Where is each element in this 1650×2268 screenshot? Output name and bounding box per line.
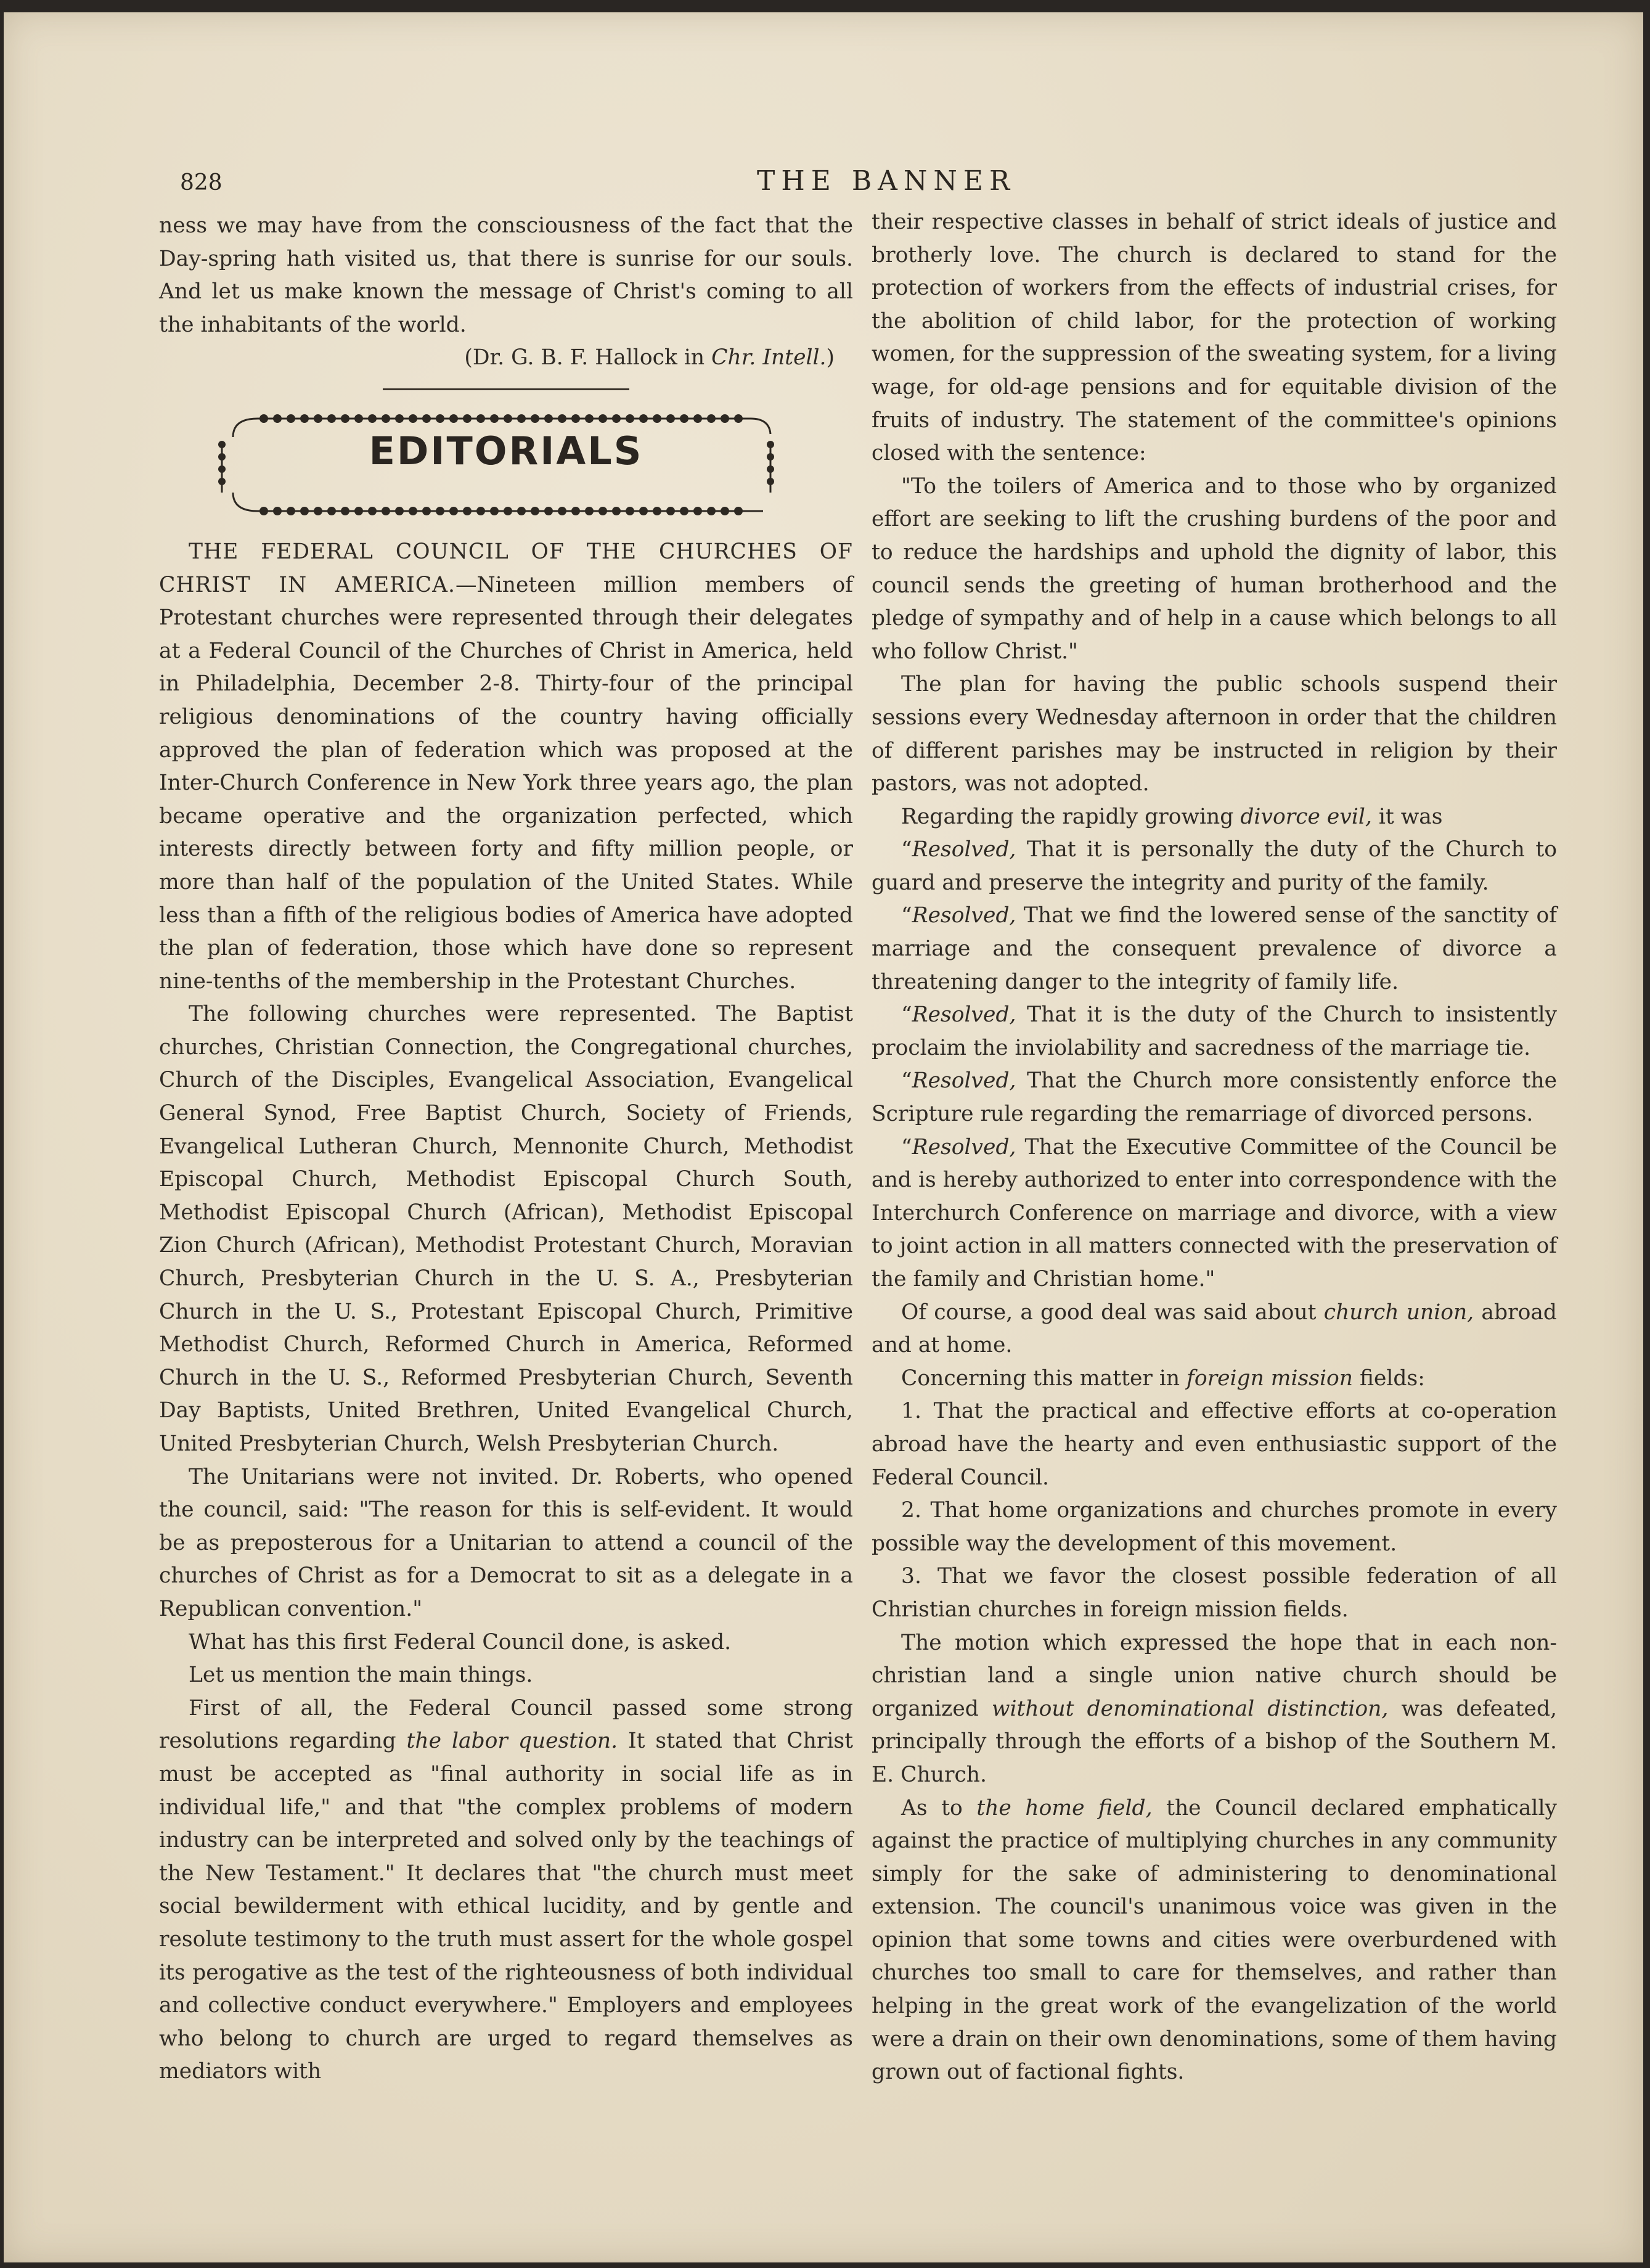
resolution-3: “Resolved, That it is the duty of the Church to insistently proclaim the inviolability and sacredness of the marriage tie. xyxy=(872,1002,1557,1060)
intro-paragraph: ness we may have from the consciousness of the fact that the Day-spring hath visited us, that there is sunrise for our souls. And let us make known the message of Christ's coming to all the inhabitants of the world. xyxy=(159,213,853,337)
article-paragraph-8: The plan for having the public schools suspend their sessions every Wednesday afternoon in order that the children of different parishes may be instructed in religion by their pastors, was not adopted. xyxy=(872,672,1557,796)
resolution-1: “Resolved, That it is personally the duty of the Church to guard and preserve the integrity and purity of the family. xyxy=(872,837,1557,895)
running-title: THE BANNER xyxy=(757,165,1016,197)
article-heading: THE FEDERAL COUNCIL OF THE CHURCHES OF CHRIST IN AMERICA. xyxy=(159,539,853,597)
left-column xyxy=(159,210,853,2089)
article-paragraph-4: What has this first Federal Council done, is asked. xyxy=(189,1629,732,1655)
page-number: 828 xyxy=(180,170,223,195)
page-header xyxy=(4,165,1643,202)
attribution: (Dr. G. B. F. Hallock in Chr. Intell.) xyxy=(464,345,835,370)
attribution-source: Chr. Intell. xyxy=(711,345,827,370)
resolution-5: “Resolved, That the Executive Committee of the Council be and is hereby authorized to enter into correspondence with the Interchurch Conference on marriage and divorce, with a view to joint action in all matters connected with the preservation of the family and Christian home." xyxy=(872,1134,1557,1292)
article-paragraph-9: Regarding the rapidly growing divorce evil, it was xyxy=(901,804,1443,829)
list-item: 3. That we favor the closest possible federation of all Christian churches in foreign mission fields. xyxy=(872,1564,1557,1622)
resolution-4: “Resolved, That the Church more consistently enforce the Scripture rule regarding the remarriage of divorced persons. xyxy=(872,1068,1557,1127)
list-item: 1. That the practical and effective efforts at co-operation abroad have the hearty and even enthusiastic support of the Federal Council. xyxy=(872,1399,1557,1490)
article-paragraph-1: THE FEDERAL COUNCIL OF THE CHURCHES OF CHRIST IN AMERICA.—Nineteen million members of Protestant churches were represented through their delegates at a Federal Council of the Churches of Christ in America, held in Philadelphia, December 2-8. Thirty-four of the principal religious denominations of the country having officially approved the plan of federation which was proposed at the Inter-Church Conference in New York three years ago, the plan became operative and the organization perfected, which interests directly between forty and fifty million people, or more than half of the population of the United States. While less than a fifth of the religious bodies of America have adopted the plan of federation, those which have done so represent nine-tenths of the membership in the Protestant Churches. xyxy=(159,539,853,994)
article-paragraph-5: Let us mention the main things. xyxy=(189,1663,533,1688)
article-paragraph-11: Concerning this matter in foreign mission fields: xyxy=(901,1365,1425,1391)
section-title: EDITORIALS xyxy=(369,428,643,473)
article-paragraph-3: The Unitarians were not invited. Dr. Roberts, who opened the council, said: "The reason for this is self-evident. It would be as preposterous for a Unitarian to attend a council of the churches of Christ as for a Democrat to sit as a delegate in a Republican convention." xyxy=(159,1464,853,1621)
newspaper-page xyxy=(4,12,1643,2262)
separator-rule xyxy=(383,388,629,390)
editorials-banner xyxy=(159,406,853,523)
resolution-2: “Resolved, That we find the lowered sense of the sanctity of marriage and the consequent prevalence of divorce a threatening danger to the integrity of family life. xyxy=(872,903,1557,994)
list-item: 2. That home organizations and churches promote in every possible way the development of this movement. xyxy=(872,1498,1557,1556)
article-paragraph-10: Of course, a good deal was said about church union, abroad and at home. xyxy=(872,1300,1558,1358)
article-paragraph-13: As to the home field, the Council declared emphatically against the practice of multiplying churches in any community simply for the sake of administering to denominational extension. The council's unanimous voice was given in the opinion that some towns and cities were overburdened with churches too small to care for themselves, and rather than helping in the great work of the evangelization of the world were a drain on their own denominations, some of them having grown out of factional fights. xyxy=(872,1795,1557,2085)
article-paragraph-12: The motion which expressed the hope that in each non-christian land a single union native church should be organized without denominational distinction, was defeated, principally through the efforts of a bishop of the Southern M. E. Church. xyxy=(872,1630,1557,1787)
article-paragraph-2: The following churches were represented. The Baptist churches, Christian Connection, the Congregational churches, Church of the Disciples, Evangelical Association, Evangelical General Synod, Free Baptist Church, Society of Friends, Evangelical Lutheran Church, Mennonite Church, Methodist Episcopal Church, Methodist Episcopal Church South, Methodist Episcopal Church (African), Methodist Episcopal Zion Church (African), Methodist Protestant Church, Moravian Church, Presbyterian Church in the U. S. A., Presbyterian Church in the U. S., Protestant Episcopal Church, Primitive Methodist Church, Reformed Church in America, Reformed Church in the U. S., Reformed Presbyterian Church, Seventh Day Baptists, United Brethren, United Evangelical Church, United Presbyterian Church, Welsh Presbyterian Church. xyxy=(159,1002,853,1456)
right-column xyxy=(872,206,1557,2089)
article-paragraph-6: First of all, the Federal Council passed some strong resolutions regarding the labor question. It stated that Christ must be accepted as "final authority in social life as in individual life," and that "the complex problems of modern industry can be interpreted and solved only by the teachings of the New Testament." It declares that "the church must meet social bewilderment with ethical lucidity, and by gentle and resolute testimony to the truth must assert for the whole gospel its perogative as the test of the righteousness of both individual and collective conduct everywhere." Employers and employees who belong to church are urged to regard themselves as mediators with xyxy=(159,1695,853,2084)
article-paragraph-7: their respective classes in behalf of strict ideals of justice and brotherly love. The church is declared to stand for the protection of workers from the effects of industrial crises, for the abolition of child labor, for the protection of working women, for the suppression of the sweating system, for a living wage, for old-age pensions and for equitable division of the fruits of industry. The statement of the committee's opinions closed with the sentence: xyxy=(872,210,1557,466)
article-quote: "To the toilers of America and to those who by organized effort are seeking to lift the crushing burdens of the poor and to reduce the hardships and uphold the dignity of labor, this council sends the greeting of human brotherhood and the pledge of sympathy and of help in a cause which belongs to all who follow Christ." xyxy=(872,473,1557,664)
